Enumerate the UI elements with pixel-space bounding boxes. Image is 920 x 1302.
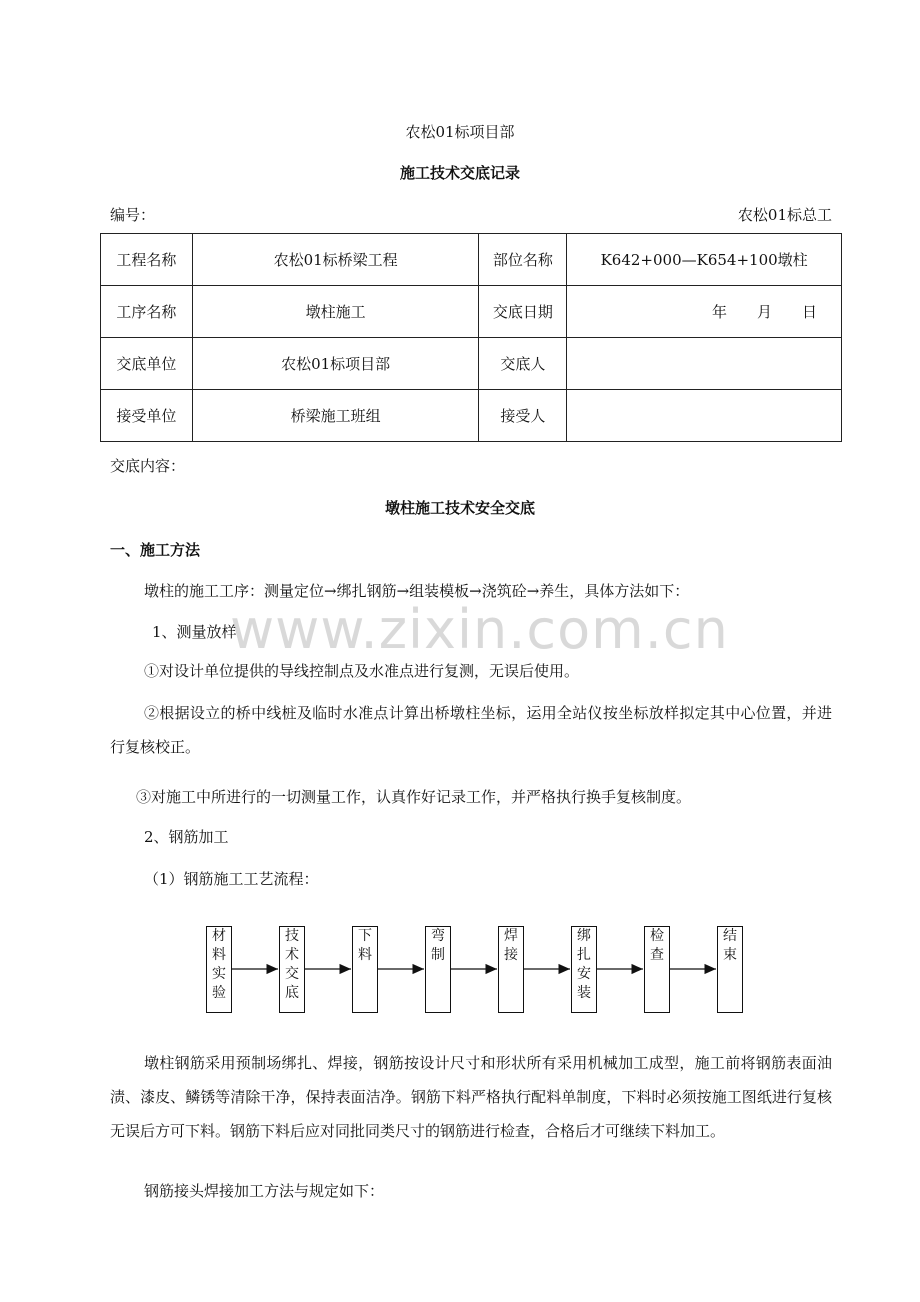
table-cell: K642+000—K654+100墩柱 xyxy=(567,234,842,286)
record-title: 施工技术交底记录 xyxy=(399,164,520,182)
process-line: 墩柱的施工工序：测量定位→绑扎钢筋→组装模板→浇筑砼→养生，具体方法如下： xyxy=(144,582,690,600)
watermark: www.zixin.com.cn xyxy=(230,598,729,661)
sub-heading: （1）钢筋施工工艺流程： xyxy=(144,870,319,888)
item-heading: 2、钢筋加工 xyxy=(144,828,229,846)
table-cell: 部位名称 xyxy=(479,234,567,286)
item-heading: 1、测量放样 xyxy=(152,623,237,641)
flow-box-end: 结 束 xyxy=(717,926,743,1013)
body-paragraph: 墩柱钢筋采用预制场绑扎、焊接，钢筋按设计尺寸和形状所有采用机械加工成型，施工前将钢筋表面油渍、漆皮、鳞锈等清除干净，保持表面洁净。钢筋下料严格执行配料单制度，下料时必须按施工图纸进行复核无误后方可下料。钢筋下料后应对同批同类尺寸的钢筋进行检查，合格后才可继续下料加工。 xyxy=(110,1054,832,1140)
table-cell: 农松01标桥梁工程 xyxy=(192,234,479,286)
table-cell: 接受单位 xyxy=(101,390,193,442)
table-cell: 年 月 日 xyxy=(567,286,842,338)
step-text: ①对设计单位提供的导线控制点及水准点进行复测，无误后使用。 xyxy=(144,662,580,680)
table-cell: 工程名称 xyxy=(101,234,193,286)
content-label: 交底内容： xyxy=(110,457,186,475)
org-name: 农松01标项目部 xyxy=(405,123,515,141)
table-cell: 交底人 xyxy=(479,338,567,390)
chief-engineer-label: 农松01标总工 xyxy=(737,206,832,224)
table-cell: 农松01标项目部 xyxy=(192,338,479,390)
flow-box-welding: 焊 接 xyxy=(498,926,524,1013)
section-heading: 一、施工方法 xyxy=(110,541,201,559)
flow-box-bending: 弯 制 xyxy=(425,926,451,1013)
table-cell: 交底日期 xyxy=(479,286,567,338)
number-label: 编号： xyxy=(110,206,156,224)
table-cell: 墩柱施工 xyxy=(192,286,479,338)
flow-box-materials-test: 材料实验 xyxy=(206,926,232,1013)
flow-box-tech-briefing: 技术交底 xyxy=(279,926,305,1013)
flow-box-tying-installation: 绑扎安装 xyxy=(571,926,597,1013)
flow-box-inspection: 检 查 xyxy=(644,926,670,1013)
table-cell: 工序名称 xyxy=(101,286,193,338)
step-text: ②根据设立的桥中线桩及临时水准点计算出桥墩柱坐标，运用全站仪按坐标放样拟定其中心位置，并进行复核校正。 xyxy=(110,704,832,756)
body-paragraph: 钢筋接头焊接加工方法与规定如下： xyxy=(144,1182,385,1200)
table-cell: 接受人 xyxy=(479,390,567,442)
table-cell: 交底单位 xyxy=(101,338,193,390)
step-text: ③对施工中所进行的一切测量工作，认真作好记录工作，并严格执行换手复核制度。 xyxy=(136,788,692,806)
flow-box-cutting: 下 料 xyxy=(352,926,378,1013)
table-cell: 桥梁施工班组 xyxy=(192,390,479,442)
doc-title: 墩柱施工技术安全交底 xyxy=(384,499,535,517)
